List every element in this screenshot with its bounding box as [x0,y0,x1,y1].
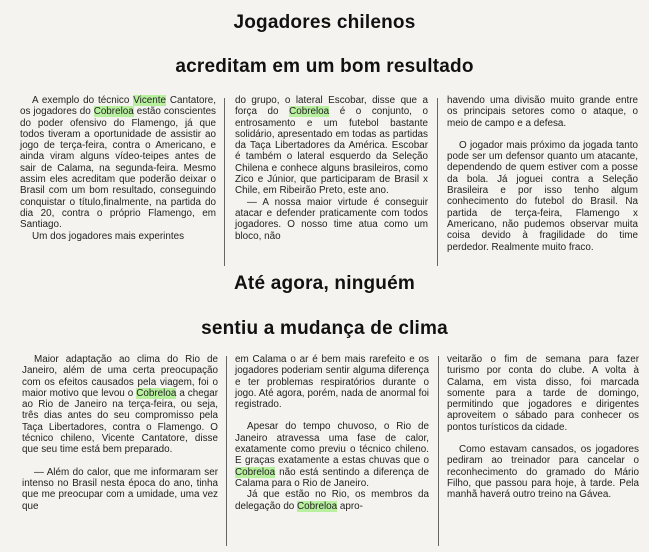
article2-column-2 [235,354,429,512]
article2-col3-paragraph-2: Como estavam cansados, os jogadores pediram ao treinador para cancelar o reconhecimento do gramado do Mário Filho, que passou para hoje, à tarde. Pela manhã haverá outro treino na Gávea. [447,444,639,501]
article1-column-3 [447,95,638,253]
highlighted-name: Cobreloa [136,387,177,399]
highlighted-name: Cobreloa [297,500,338,512]
article1-column-2 [235,95,428,242]
article1-col2-paragraph-1: do grupo, o lateral Escobar, disse que a força do Cobreloa é o conjunto, o entrosamento e um futebol bastante solidário, apresentado em todas as partidas da Taça Libertadores da América. Escobar é também o lateral esquerdo da Seleção Chilena e conhece alguns brasileiros, como Zico e Júnior, que participaram de Brasil x Chile, em Ribeirão Preto, este ano. [235,95,428,197]
article2-col3-paragraph-1: veitarão o fim de semana para fazer turismo por conta do clube. A volta à Calama, em vista disso, foi marcada somente para a tarde de domingo, permitindo que jogadores e dirigentes aproveitem o sábado para conhecer os pontos turísticos da cidade. [447,354,639,433]
article2-column-3 [447,354,639,501]
column-rule [438,356,439,546]
article2-col2-paragraph-2: Apesar do tempo chuvoso, o Rio de Janeiro atravessa uma fase de calor, exatamente como previu o técnico chileno. E graças exatamente a estas chuvas que o Cobreloa não está sentindo a diferença de Calama para o Rio de Janeiro. [235,421,429,489]
column-rule [437,98,438,266]
article2-col1-paragraph-2: — Além do calor, que me informaram ser intenso no Brasil nesta época do ano, tinha que me preocupar com a umidade, uma vez que [22,466,218,512]
article2-col2-paragraph-1: em Calama o ar é bem mais rarefeito e os jogadores poderiam sentir alguma diferença e ter problemas respiratórios durante o jogo. Até agora, porém, nada de anormal foi registrado. [235,354,429,411]
column-rule [224,98,225,266]
article1-col2-paragraph-2: — A nossa maior virtude é conseguir atacar e defender praticamente com todos jogadores. O nosso time atua como um bloco, não [235,196,428,242]
article1-headline-line2: acreditam em um bom resultado [175,56,474,77]
column-rule [226,356,227,546]
article2-col1-paragraph-1: Maior adaptação ao clima do Rio de Janeiro, além de uma certa preocupação com os efeitos causados pela viagem, foi o maior motivo que levou o Cobreloa a chegar ao Rio de Janeiro na terça-feira, ou seja, três dias antes do seu compromisso pela Taça Libertadores, contra o Flamengo. O técnico chileno, Vicente Cantatore, disse que seu time está bem preparado. [22,354,218,456]
article1-col3-paragraph-2: O jogador mais próximo da jogada tanto pode ser um defensor quanto um atacante, dependendo de quem estiver com a posse da bola. Já joguei contra a Seleção Brasileira e por isso tenho algum conhecimento do futebol do Brasil. Na partida de terça-feira, Flamengo x Americano, não pudemos observar muita coisa devido à fragilidade do time perdedor. Realmente muito fraco. [447,139,638,253]
article2-column-1 [22,354,218,512]
highlighted-name: Vicente [133,95,166,106]
article1-column-1 [20,95,216,242]
highlighted-name: Cobreloa [289,106,330,118]
highlighted-name: Cobreloa [93,106,134,118]
article1-col1-paragraph-1: A exemplo do técnico Vicente Cantatore, os jogadores do Cobreloa estão conscientes do poder ofensivo do Flamengo, já que todos tiveram a oportunidade de assistir ao jogo de terça-feira, contra o Americano, e ainda viram alguns vídeo-teipes antes de sair de Calama, na segunda-feira. Mesmo assim eles acreditam que poderão deixar o Brasil com um bom resultado, conseguindo conquistar o título,finalmente, na partida do dia 20, contra o próprio Flamengo, em Santiago. [20,95,216,231]
article1-col1-paragraph-2: Um dos jogadores mais experintes [32,230,185,242]
highlighted-name: Cobreloa [235,466,276,478]
article2-col2-paragraph-3: Já que estão no Rio, os membros da delegação do Cobreloa apro- [235,489,429,512]
article1-headline-line1: Jogadores chilenos [233,12,416,33]
article2-headline-line1: Até agora, ninguém [234,273,415,294]
article2-headline-line2: sentiu a mudança de clima [201,318,448,339]
article1-col3-paragraph-1: havendo uma divisão muito grande entre os principais setores como o ataque, o meio de campo e a defesa. [447,95,638,129]
